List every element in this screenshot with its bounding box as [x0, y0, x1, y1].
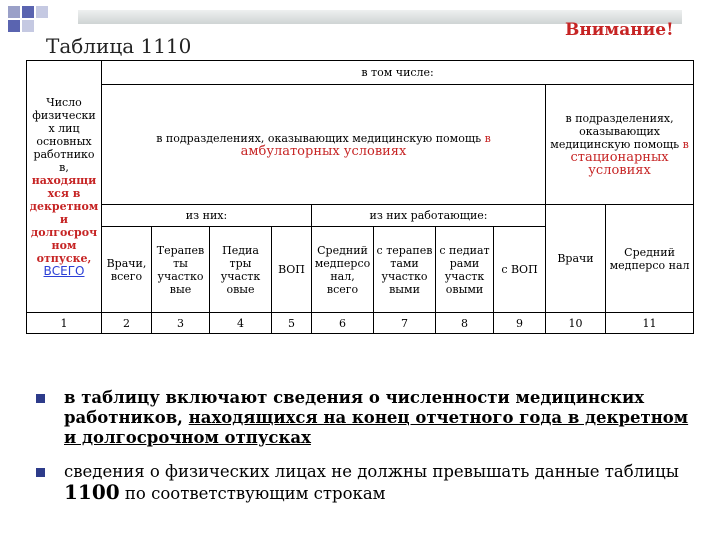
column-number: 8 — [436, 313, 494, 334]
note-1-underlined: находящихся на конец отчетного года в декретном и долгосрочном отпусках — [64, 408, 689, 447]
header-vop: ВОП — [272, 227, 312, 313]
col1-header-total: ВСЕГО — [43, 263, 85, 278]
header-ambulatory — [102, 85, 546, 205]
header-terapevty: Терапев ты участко вые — [152, 227, 210, 313]
note-item — [36, 388, 696, 448]
header-vrachi-vsego: Врачи, всего — [102, 227, 152, 313]
ambulatory-in: в — [484, 131, 491, 145]
column-number: 11 — [606, 313, 694, 334]
ambulatory-prefix: в подразделениях, оказывающих медицинскую помощь — [156, 131, 482, 145]
ambulatory-conditions: амбулаторных условиях — [240, 143, 407, 159]
warning-label: Внимание! — [565, 20, 674, 40]
column-number: 9 — [494, 313, 546, 334]
bullet-square-icon — [36, 394, 45, 403]
header-vrachi: Врачи — [546, 205, 606, 313]
stationary-prefix: в подразделениях, оказывающих медицинскую помощь — [550, 112, 680, 151]
note-2-table-number: 1100 — [64, 480, 120, 504]
column-number: 5 — [272, 313, 312, 334]
header-sredniy: Средний медперсо нал — [606, 205, 694, 313]
header-s-pediatrami: с педиат рами участк овыми — [436, 227, 494, 313]
decor-square — [22, 20, 34, 32]
column-number: 1 — [27, 313, 102, 334]
page-title: Таблица 1110 — [46, 34, 192, 58]
decor-square — [22, 6, 34, 18]
header-v-tom-chisle: в том числе: — [102, 61, 694, 85]
notes-list — [36, 388, 696, 504]
column-number: 4 — [210, 313, 272, 334]
bullet-square-icon — [36, 468, 45, 477]
decor-square — [36, 6, 48, 18]
header-sredniy-vsego: Средний медперсо нал, всего — [312, 227, 374, 313]
header-pediatry: Педиа тры участк овые — [210, 227, 272, 313]
header-s-terapevtami: с терапев тами участко выми — [374, 227, 436, 313]
stationary-in: в — [682, 138, 689, 151]
column-number: 10 — [546, 313, 606, 334]
note-1-text: в таблицу включают сведения о численности медицинских работников, — [64, 388, 645, 427]
header-iz-nih: из них: — [102, 205, 312, 227]
header-iz-nih-rabotayushchie: из них работающие: — [312, 205, 546, 227]
col1-header-red: находящи хся в декретном и долгосроч ном отпуске, — [29, 173, 99, 265]
column-number: 3 — [152, 313, 210, 334]
note-item — [36, 462, 696, 504]
note-2-text: сведения о физических лицах не должны превышать данные таблицы — [64, 462, 679, 481]
header-s-vop: с ВОП — [494, 227, 546, 313]
column-number: 2 — [102, 313, 152, 334]
note-2-tail: по соответствующим строкам — [124, 484, 386, 503]
header-stationary — [546, 85, 694, 205]
col1-header-text: Число физически х лиц основных работнико в, — [32, 95, 96, 174]
header-col1 — [27, 61, 102, 313]
table-1110 — [26, 60, 694, 334]
decor-square — [8, 6, 20, 18]
decor-square — [8, 20, 20, 32]
column-number: 6 — [312, 313, 374, 334]
column-number: 7 — [374, 313, 436, 334]
stationary-conditions: стационарных условиях — [570, 150, 669, 178]
